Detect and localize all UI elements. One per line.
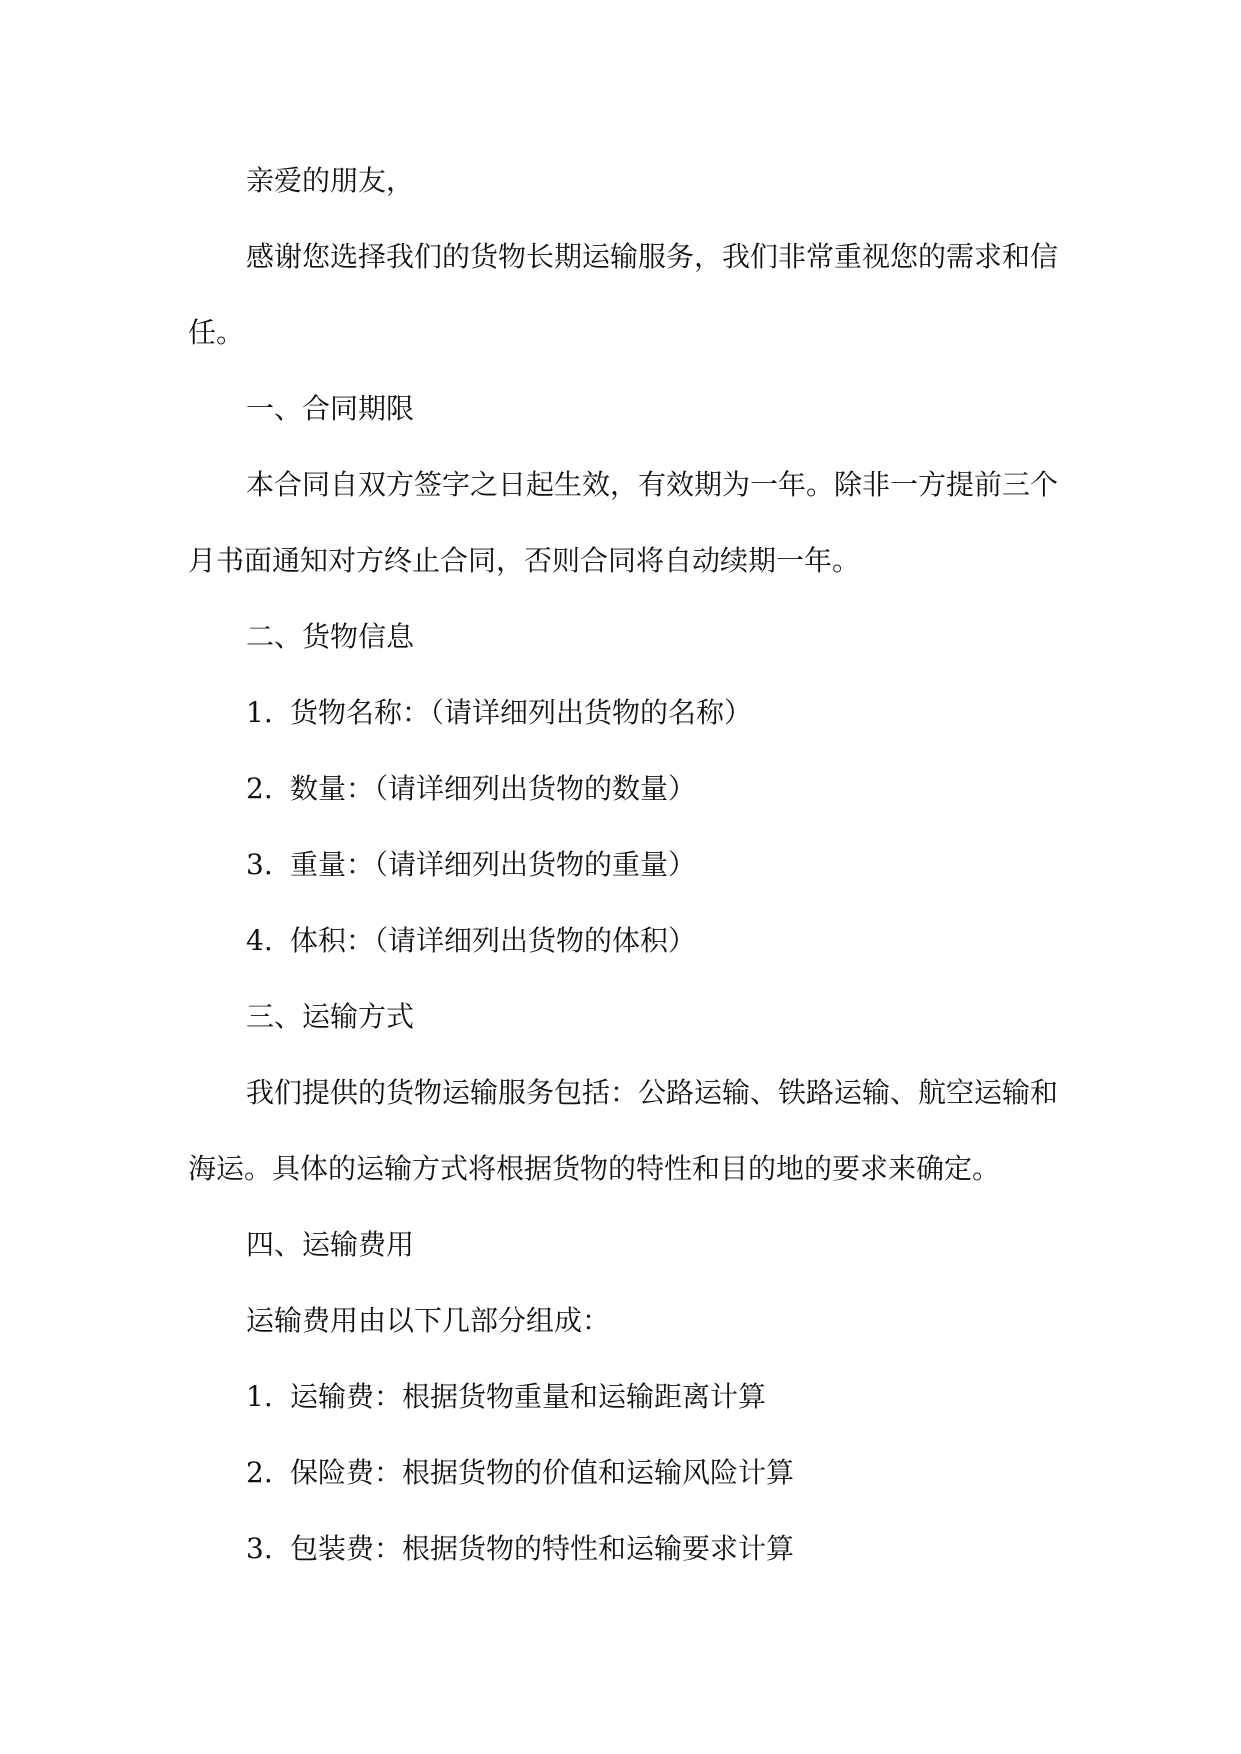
contract-term-paragraph: 本合同自双方签字之日起生效，有效期为一年。除非一方提前三个月书面通知对方终止合同，否则合同将自动续期一年。 <box>188 468 1059 577</box>
list-item-text: 数量：（请详细列出货物的数量） <box>290 772 697 805</box>
list-item-number: 4. <box>246 924 273 957</box>
section-heading-contract-term: 一、合同期限 <box>246 392 415 425</box>
list-item <box>188 1359 1058 1435</box>
intro-paragraph: 感谢您选择我们的货物长期运输服务，我们非常重视您的需求和信任。 <box>188 240 1059 349</box>
list-item <box>188 1435 1058 1511</box>
list-item <box>188 1511 1058 1587</box>
fees-intro: 运输费用由以下几部分组成： <box>246 1304 611 1337</box>
list-item <box>188 675 1058 751</box>
list-item <box>188 751 1058 827</box>
list-item-text: 货物名称：（请详细列出货物的名称） <box>290 696 753 729</box>
greeting: 亲爱的朋友， <box>246 164 415 197</box>
list-item-text: 运输费：根据货物重量和运输距离计算 <box>290 1380 767 1413</box>
list-item <box>188 903 1058 979</box>
list-item-text: 保险费：根据货物的价值和运输风险计算 <box>290 1456 795 1489</box>
transport-mode-paragraph: 我们提供的货物运输服务包括：公路运输、铁路运输、航空运输和海运。具体的运输方式将根据货物的特性和目的地的要求来确定。 <box>188 1076 1059 1185</box>
list-item-text: 重量：（请详细列出货物的重量） <box>290 848 697 881</box>
list-item <box>188 827 1058 903</box>
list-item-text: 体积：（请详细列出货物的体积） <box>290 924 697 957</box>
list-item-number: 2. <box>246 772 273 805</box>
list-item-number: 2. <box>246 1456 273 1489</box>
list-item-number: 3. <box>246 848 273 881</box>
list-item-number: 1. <box>246 1380 273 1413</box>
section-heading-cargo-info: 二、货物信息 <box>246 620 415 653</box>
document-body <box>188 143 1058 1587</box>
list-item-number: 1. <box>246 696 273 729</box>
section-heading-transport-mode: 三、运输方式 <box>246 1000 415 1033</box>
section-heading-transport-fees: 四、运输费用 <box>246 1228 415 1261</box>
list-item-text: 包装费：根据货物的特性和运输要求计算 <box>290 1532 795 1565</box>
list-item-number: 3. <box>246 1532 273 1565</box>
